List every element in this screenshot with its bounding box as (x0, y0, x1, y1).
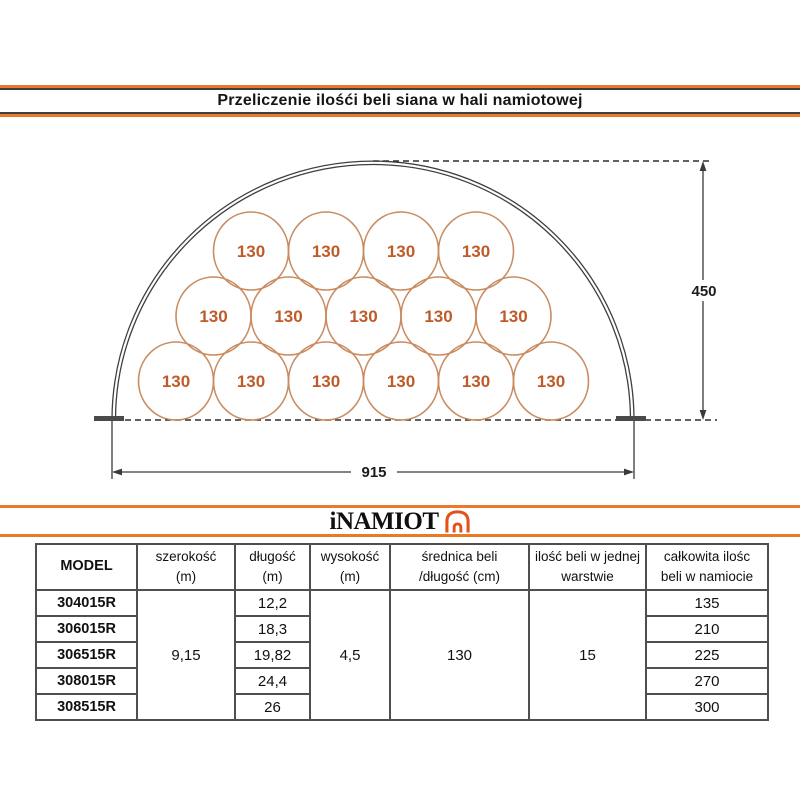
calkowita-cell: 135 (646, 590, 768, 616)
right-footing-bar (616, 416, 646, 421)
header-ilosc-beli-warstwa: ilość beli w jednej warstwie (529, 544, 646, 590)
dlugosc-cell: 18,3 (235, 616, 310, 642)
height-dim-arrow-up (700, 161, 707, 171)
hay-bale-diameter-label: 130 (386, 242, 416, 261)
warstwa-merged-cell: 15 (529, 590, 646, 720)
model-spec-table (35, 543, 769, 721)
hay-bale-diameter-label: 130 (274, 307, 303, 326)
height-dimension (685, 161, 722, 420)
header-srednica-beli: średnica beli /długość (cm) (390, 544, 529, 590)
hay-bale-diameter-label: 130 (536, 372, 566, 391)
szerokosc-merged-cell: 9,15 (137, 590, 235, 720)
calkowita-cell: 300 (646, 694, 768, 720)
hay-bale-diameter-label: 130 (386, 372, 416, 391)
wysokosc-merged-cell: 4,5 (310, 590, 390, 720)
header-calkowita-ilosc: całkowita ilośc beli w namiocie (646, 544, 768, 590)
hay-bale-diameter-label: 130 (424, 307, 453, 326)
hay-bale-diameter-label: 130 (461, 242, 491, 261)
tent-arch-icon (444, 509, 471, 534)
height-dim-arrow-down (700, 410, 707, 420)
header-wysokosc: wysokość (m) (310, 544, 390, 590)
width-dimension (112, 461, 634, 482)
page-title: Przeliczenie ilośći beli siana w hali namiotowej (217, 92, 583, 109)
srednica-merged-cell: 130 (390, 590, 529, 720)
table-header-row (36, 544, 768, 590)
table-row (36, 590, 768, 616)
model-cell: 304015R (36, 590, 137, 616)
dlugosc-cell: 26 (235, 694, 310, 720)
header-dlugosc: długość (m) (235, 544, 310, 590)
width-dimension-label: 915 (361, 464, 387, 481)
tent-cross-section-diagram (0, 130, 800, 510)
hay-bale-group (139, 212, 589, 420)
brand-logo-text: iNAMIOT (329, 507, 439, 535)
calkowita-cell: 270 (646, 668, 768, 694)
hay-bale-diameter-label: 130 (311, 242, 341, 261)
model-cell: 306015R (36, 616, 137, 642)
left-footing-bar (94, 416, 124, 421)
height-dimension-label: 450 (691, 283, 717, 300)
hay-bale-diameter-label: 130 (349, 307, 378, 326)
model-cell: 308015R (36, 668, 137, 694)
brand-bar (0, 505, 800, 537)
hay-bale-diameter-label: 130 (499, 307, 528, 326)
model-cell: 306515R (36, 642, 137, 668)
dlugosc-cell: 19,82 (235, 642, 310, 668)
hay-bale-diameter-label: 130 (311, 372, 341, 391)
dlugosc-cell: 12,2 (235, 590, 310, 616)
hay-bale-diameter-label: 130 (199, 307, 228, 326)
hay-bale-diameter-label: 130 (461, 372, 491, 391)
dlugosc-cell: 24,4 (235, 668, 310, 694)
hay-bale-diameter-label: 130 (236, 242, 266, 261)
hay-bale-diameter-label: 130 (161, 372, 191, 391)
title-bar (0, 85, 800, 117)
width-dim-arrow-left (112, 469, 122, 476)
header-model: MODEL (36, 544, 137, 590)
model-cell: 308515R (36, 694, 137, 720)
header-szerokosc: szerokość (m) (137, 544, 235, 590)
calkowita-cell: 225 (646, 642, 768, 668)
title-bar-bottom-orange-rule (0, 114, 800, 117)
brand-logo (0, 508, 800, 534)
width-dim-arrow-right (624, 469, 634, 476)
calkowita-cell: 210 (646, 616, 768, 642)
hay-bale-diameter-label: 130 (236, 372, 266, 391)
